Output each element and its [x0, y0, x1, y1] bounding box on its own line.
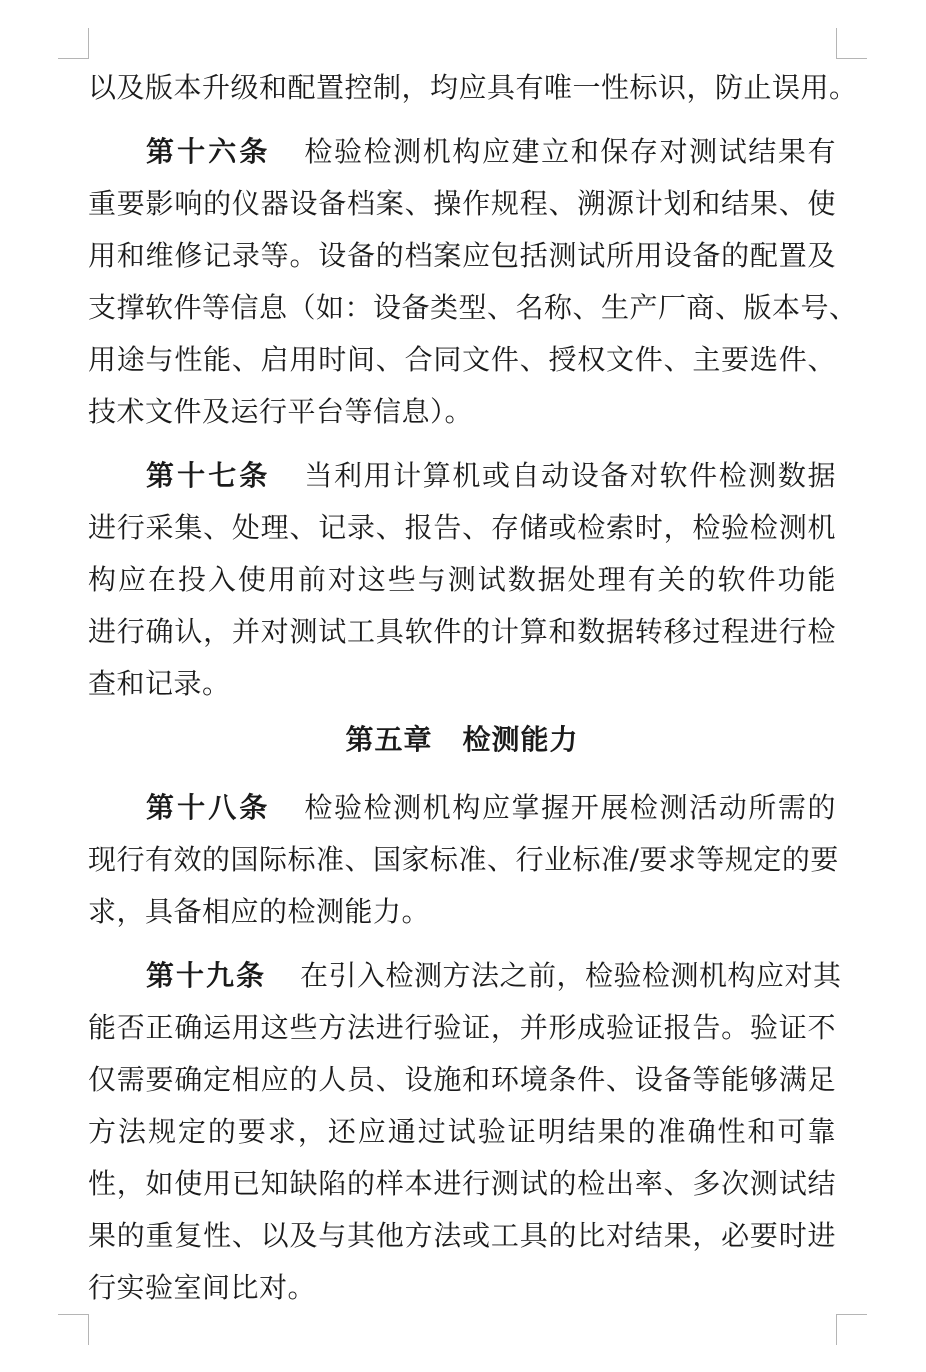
- article-16-line-1: [88, 126, 836, 178]
- article-17-line-5: 查和记录。: [88, 667, 231, 700]
- article-17-title: 第十七条: [146, 459, 271, 492]
- article-16-text: 检验检测机构应建立和保存对测试结果有: [304, 135, 836, 168]
- article-16-line-4: 支撑软件等信息（如：设备类型、名称、生产厂商、版本号、: [88, 291, 858, 324]
- article-17-line-2: 进行采集、处理、记录、报告、存储或检索时，检验检测机: [88, 511, 836, 544]
- article-19-title: 第十九条: [146, 959, 267, 992]
- article-18-title: 第十八条: [146, 791, 271, 824]
- article-16-title: 第十六条: [146, 135, 271, 168]
- crop-mark-top-left: [58, 28, 89, 59]
- continuation-line: 以及版本升级和配置控制，均应具有唯一性标识，防止误用。: [88, 71, 858, 104]
- chapter-number: 第五章: [345, 723, 433, 756]
- chapter-name: 检测能力: [462, 723, 579, 756]
- article-16-line-6: 技术文件及运行平台等信息）。: [88, 395, 474, 428]
- article-18-line-1: [88, 782, 836, 834]
- article-19-line-1: [88, 950, 842, 1002]
- article-18-line-2: 现行有效的国际标准、国家标准、行业标准/要求等规定的要: [88, 843, 839, 876]
- article-17-text: 当利用计算机或自动设备对软件检测数据: [304, 459, 836, 492]
- article-19-line-7: 行实验室间比对。: [88, 1271, 317, 1304]
- article-19-line-5: 性，如使用已知缺陷的样本进行测试的检出率、多次测试结: [88, 1167, 836, 1200]
- article-17-line-1: [88, 450, 836, 502]
- article-16-line-2: 重要影响的仪器设备档案、操作规程、溯源计划和结果、使: [88, 187, 836, 220]
- article-19-line-3: 仅需要确定相应的人员、设施和环境条件、设备等能够满足: [88, 1063, 836, 1096]
- chapter-heading: [88, 710, 836, 770]
- document-body: [88, 62, 858, 1314]
- article-17-line-3: 构应在投入使用前对这些与测试数据处理有关的软件功能: [88, 563, 836, 596]
- crop-mark-bottom-left: [58, 1314, 89, 1345]
- article-19-line-6: 果的重复性、以及与其他方法或工具的比对结果，必要时进: [88, 1219, 836, 1252]
- article-19-line-4: 方法规定的要求，还应通过试验证明结果的准确性和可靠: [88, 1115, 836, 1148]
- article-19-text: 在引入检测方法之前，检验检测机构应对其: [300, 959, 842, 992]
- article-19-line-2: 能否正确运用这些方法进行验证，并形成验证报告。验证不: [88, 1011, 836, 1044]
- article-18-line-3: 求，具备相应的检测能力。: [88, 895, 431, 928]
- article-16-line-5: 用途与性能、启用时间、合同文件、授权文件、主要选件、: [88, 343, 836, 376]
- article-17-line-4: 进行确认，并对测试工具软件的计算和数据转移过程进行检: [88, 615, 836, 648]
- article-16-line-3: 用和维修记录等。设备的档案应包括测试所用设备的配置及: [88, 239, 836, 272]
- article-18-text: 检验检测机构应掌握开展检测活动所需的: [304, 791, 836, 824]
- crop-mark-bottom-right: [836, 1314, 867, 1345]
- crop-mark-top-right: [836, 28, 867, 59]
